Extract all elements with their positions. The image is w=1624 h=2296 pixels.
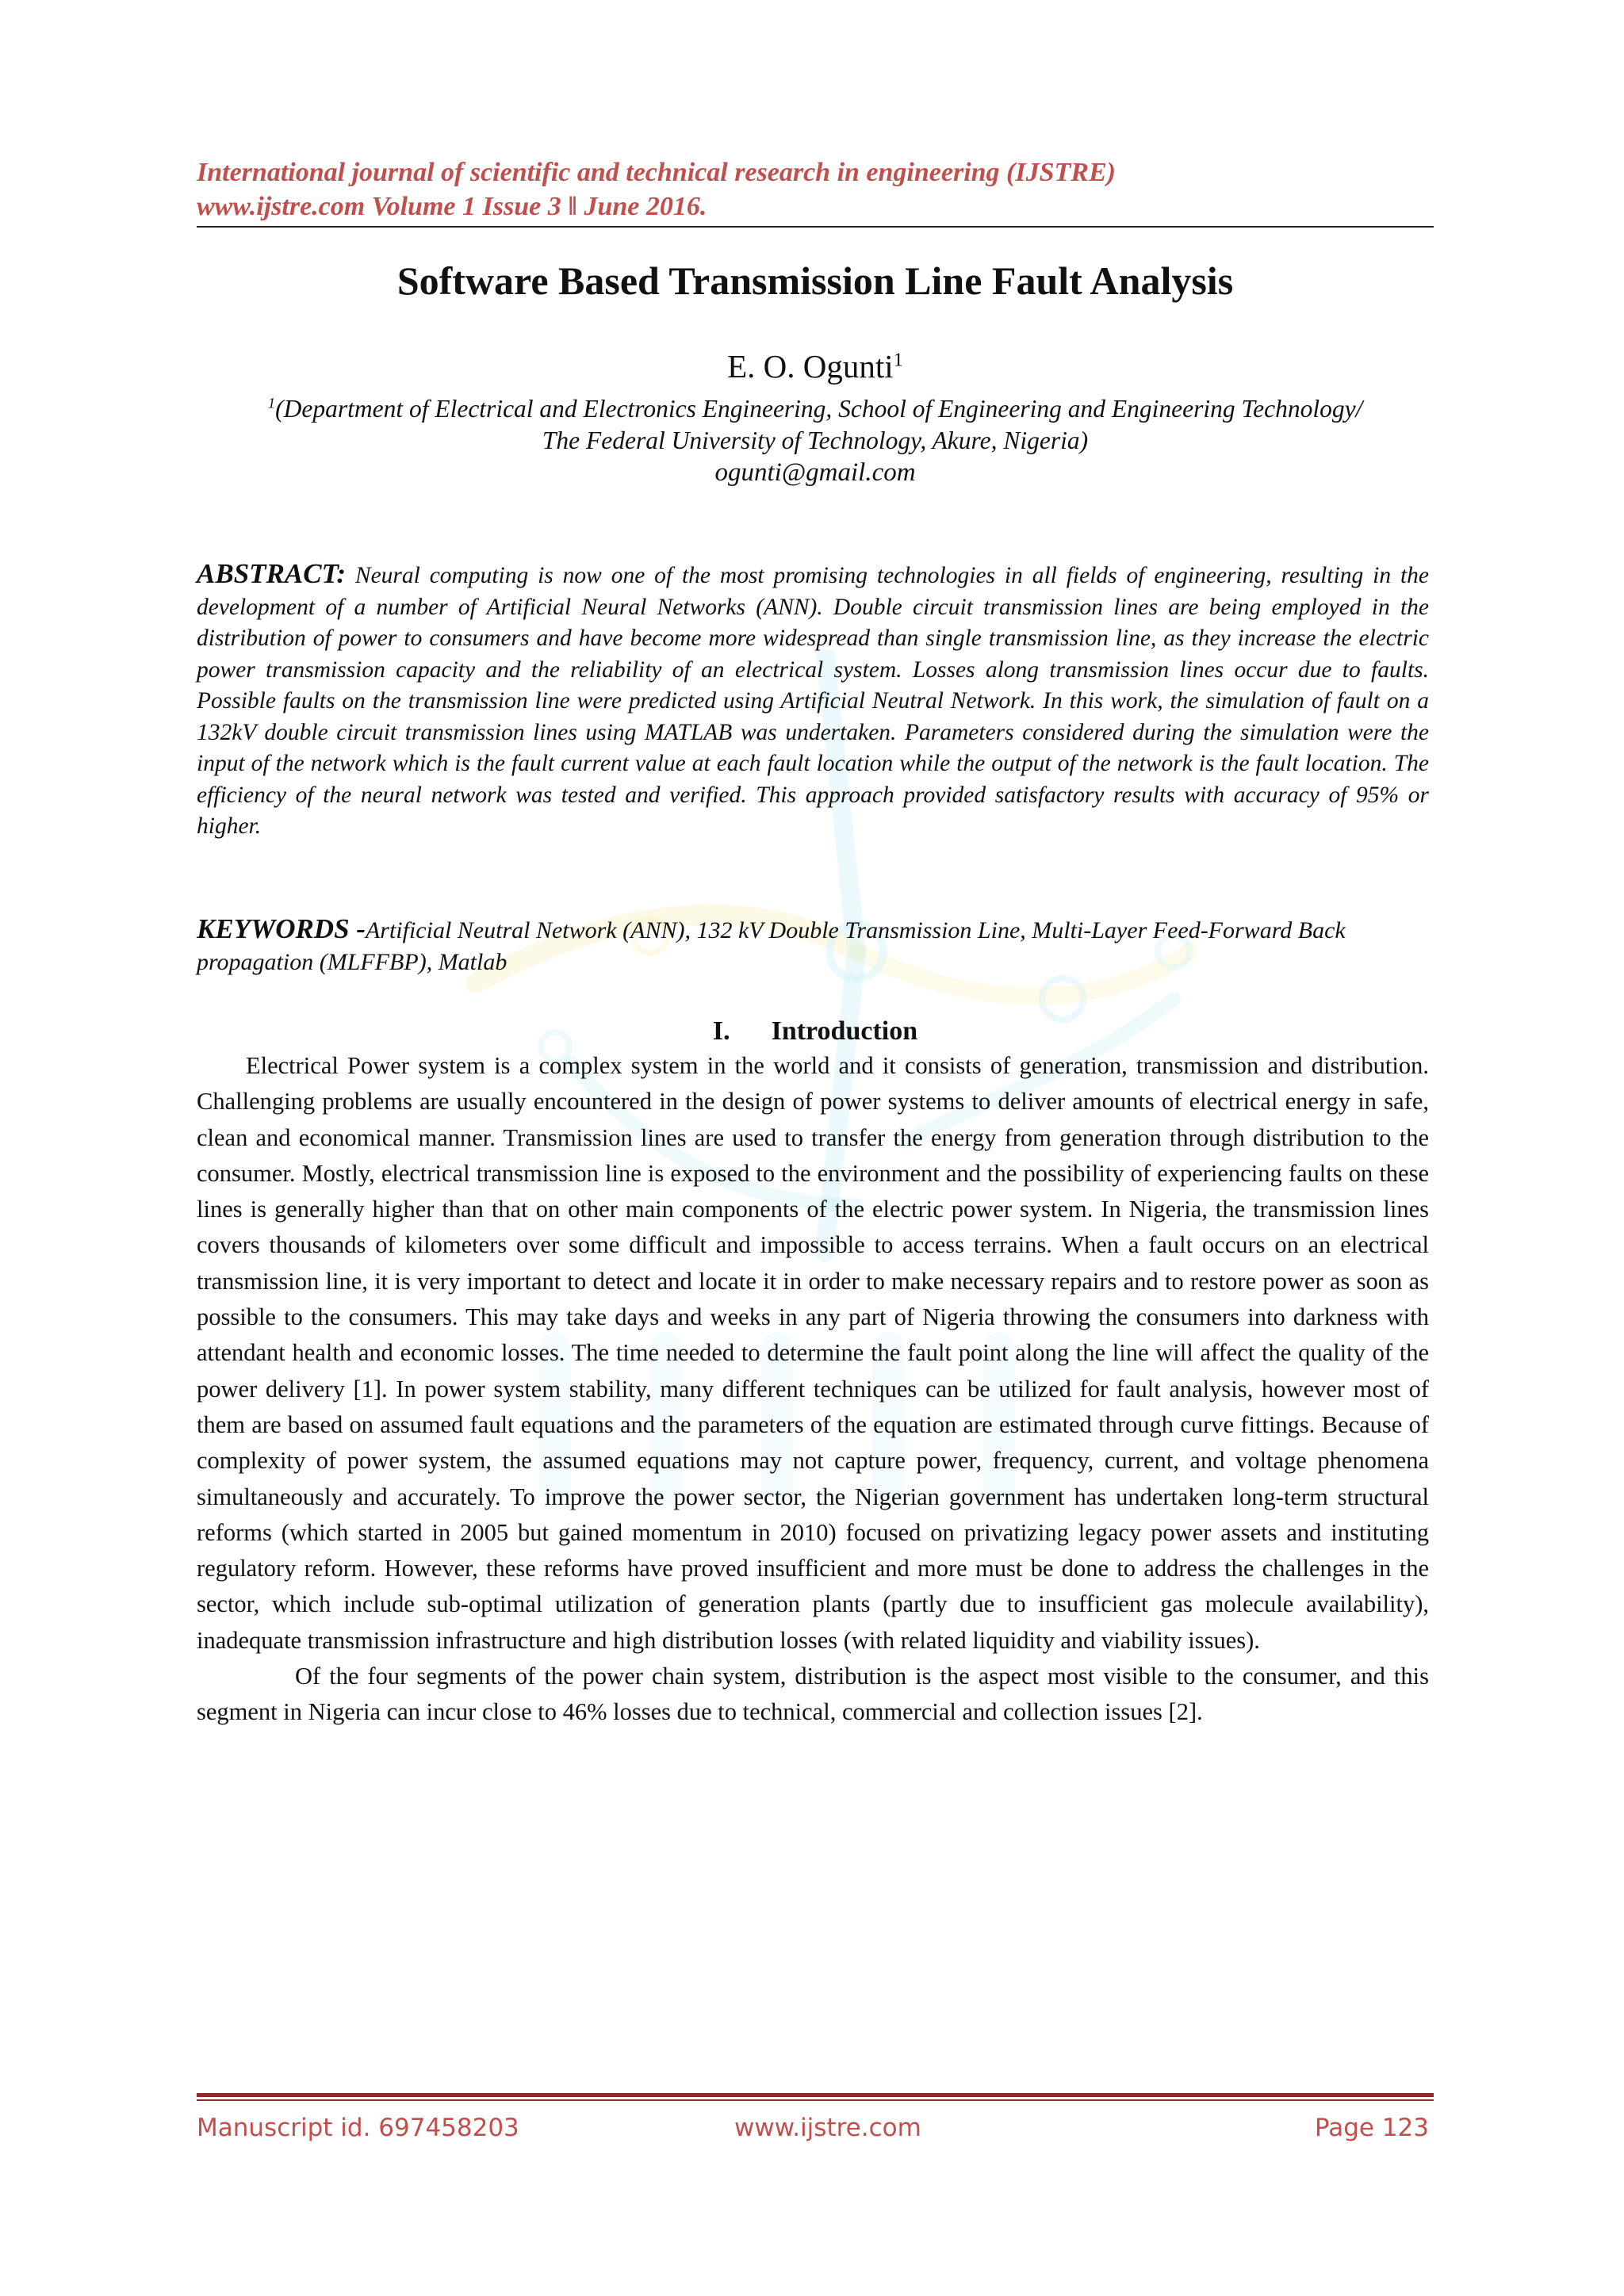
paper-title: Software Based Transmission Line Fault Analysis: [396, 258, 1234, 303]
footer-divider-thick: [197, 2093, 1434, 2097]
author-line: [197, 346, 1434, 387]
footer-manuscript-id: Manuscript id. 697458203: [197, 2114, 519, 2142]
author-name: E. O. Ogunti: [727, 348, 894, 385]
journal-issue-line: www.ijstre.com Volume 1 Issue 3 ǁ June 2016.: [197, 192, 707, 221]
author-email: ogunti@gmail.com: [714, 458, 916, 487]
affiliation-marker: 1: [267, 395, 276, 412]
introduction-paragraph-1: Electrical Power system is a complex system in the world and it consists of generation, transmission and distribution. Challenging problems are usually encountered in the design of power systems to deliver amounts of electrical energy in safe, clean and economical manner. Transmission lines are used to transfer the energy from generation through distribution to the consumer. Mostly, electrical transmission line is exposed to the environment and the possibility of experiencing faults on these lines is generally higher than that on other main components of the electric power system. In Nigeria, the transmission lines covers thousands of kilometers over some difficult and impossible to access terrains. When a fault occurs on an electrical transmission line, it is very important to detect and locate it in order to make necessary repairs and to restore power as soon as possible to the consumers. This may take days and weeks in any part of Nigeria throwing the consumers into darkness with attendant health and economic losses. The time needed to determine the fault point along the line will affect the quality of the power delivery [1]. In power system stability, many different techniques can be utilized for fault analysis, however most of them are based on assumed fault equations and the parameters of the equation are estimated through curve fittings. Because of complexity of power system, the assumed equations may not capture power, frequency, current, and voltage phenomena simultaneously and accurately. To improve the power sector, the Nigerian government has undertaken long-term structural reforms (which started in 2005 but gained momentum in 2010) focused on privatizing legacy power assets and instituting regulatory reform. However, these reforms have proved insufficient and more must be done to address the challenges in the sector, which include sub-optimal utilization of generation plants (partly due to insufficient gas molecule availability), inadequate transmission infrastructure and high distribution losses (with related liquidity and viability issues).: [197, 1052, 1429, 1654]
running-header: [197, 155, 1434, 224]
introduction-body: [197, 1048, 1429, 1731]
abstract-text: Neural computing is now one of the most promising technologies in all fields of engineering, resulting in the development of a number of Artificial Neural Networks (ANN). Double circuit transmission lines are being employed in the distribution of power to consumers and have become more widespread than single transmission line, as they increase the electric power transmission capacity and the reliability of an electrical system. Losses along transmission lines occur due to faults. Possible faults on the transmission line were predicted using Artificial Neutral Network. In this work, the simulation of fault on a 132kV double circuit transmission lines using MATLAB was undertaken. Parameters considered during the simulation were the input of the network which is the fault current value at each fault location while the output of the network is the fault location. The efficiency of the neural network was tested and verified. This approach provided satisfactory results with accuracy of 95% or higher.: [197, 563, 1429, 839]
affiliation-block: [197, 393, 1434, 488]
abstract-label: ABSTRACT:: [197, 558, 347, 589]
abstract: [197, 558, 1429, 843]
footer-website: www.ijstre.com: [734, 2114, 921, 2142]
author-affiliation-marker: 1: [893, 349, 903, 371]
affiliation-line-2: The Federal University of Technology, Akure, Nigeria): [542, 427, 1089, 454]
footer-divider-thin: [197, 2099, 1434, 2101]
introduction-paragraph-2: Of the four segments of the power chain system, distribution is the aspect most visible to the consumer, and this segment in Nigeria can incur close to 46% losses due to technical, commercial and collection issues [2].: [197, 1663, 1429, 1726]
journal-name: International journal of scientific and technical research in engineering (IJSTRE): [197, 158, 1116, 187]
keywords-text: Artificial Neutral Network (ANN), 132 kV Double Transmission Line, Multi-Layer Feed-Forward Back propagation (MLFFBP), Matlab: [197, 917, 1346, 975]
keywords: [197, 913, 1429, 978]
footer-page-number: Page 123: [1314, 2114, 1429, 2142]
page-footer: [197, 2110, 1429, 2145]
header-divider: [197, 226, 1434, 228]
affiliation-line-1: $^1$(Department of Electrical and Electronics Engineering, School of Engineering and Engineering Technology/: [267, 395, 1363, 423]
section-number: I.: [712, 1016, 730, 1046]
keywords-label: KEYWORDS -: [197, 913, 366, 944]
section-heading: [197, 1015, 1434, 1048]
section-title: Introduction: [771, 1016, 918, 1046]
